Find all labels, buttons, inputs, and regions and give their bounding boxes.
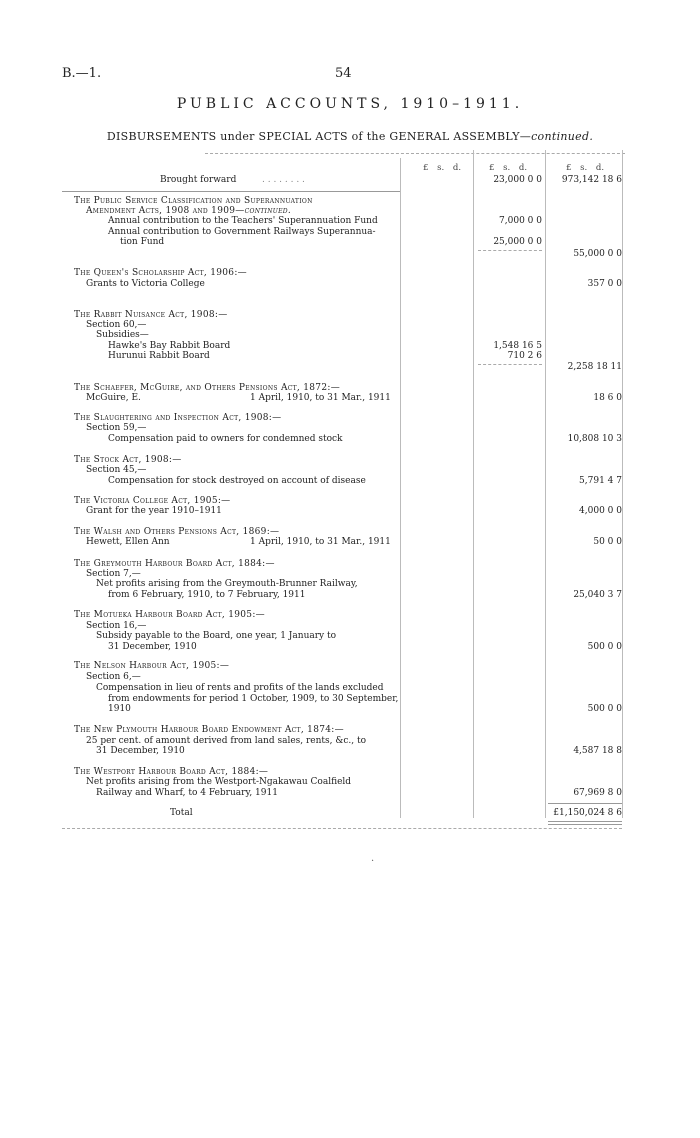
item-amount: 7,000 0 0	[499, 216, 542, 226]
column-divider	[622, 150, 623, 818]
item-text: 1910	[108, 704, 131, 714]
item-amount: 1,548 16 5	[493, 341, 542, 351]
item-period: 1 April, 1910, to 31 Mar., 1911	[250, 393, 391, 403]
column-header-3: £ s. d.	[566, 163, 605, 173]
item-text: 25 per cent. of amount derived from land sales, rents, &c., to	[86, 736, 367, 746]
grand-total: £1,150,024 8 6	[553, 808, 622, 818]
act-heading: The Schaefer, McGuire, and Others Pensions Act, 1872:—	[74, 383, 340, 393]
section-total: 2,258 18 11	[567, 362, 622, 372]
item-text: Section 59,—	[86, 423, 147, 433]
brought-forward-label: Brought forward	[160, 175, 237, 185]
item-text: Annual contribution to the Teachers' Superannuation Fund	[108, 216, 378, 226]
act-heading: The Stock Act, 1908:—	[74, 455, 182, 465]
subtotal-rule	[478, 364, 542, 365]
item-amount: 5,791 4 7	[579, 476, 622, 486]
item-text: 31 December, 1910	[108, 642, 197, 652]
total-double-rule	[548, 821, 622, 822]
column-divider	[473, 150, 474, 818]
column-divider	[400, 158, 401, 818]
act-heading: The Westport Harbour Board Act, 1884:—	[74, 767, 269, 777]
scan-speck: ·	[371, 856, 375, 867]
item-amount: 357 0 0	[587, 279, 622, 289]
item-text: Compensation for stock destroyed on account of disease	[108, 476, 366, 486]
item-text: Compensation paid to owners for condemned stock	[108, 434, 343, 444]
act-heading: The Slaughtering and Inspection Act, 1908:—	[74, 413, 282, 423]
item-amount: 710 2 6	[507, 351, 542, 361]
item-amount: 25,000 0 0	[493, 237, 542, 247]
item-text: Section 60,—	[86, 320, 147, 330]
section-total: 55,000 0 0	[573, 249, 622, 259]
column-header-2: £ s. d.	[489, 163, 528, 173]
item-text: from 6 February, 1910, to 7 February, 1911	[108, 590, 306, 600]
row-rule	[62, 191, 400, 192]
item-text: Annual contribution to Government Railways Superannua-	[108, 227, 376, 237]
item-amount: 4,587 18 8	[573, 746, 622, 756]
item-text: Subsidies—	[96, 330, 149, 340]
item-text: Grant for the year 1910–1911	[86, 506, 222, 516]
total-label: Total	[170, 808, 193, 818]
brought-forward-col2: 23,000 0 0	[493, 175, 542, 185]
item-text: from endowments for period 1 October, 1909, to 30 September,	[108, 694, 399, 704]
total-rule	[548, 803, 622, 804]
act-heading: The Victoria College Act, 1905:—	[74, 496, 231, 506]
act-heading: The Walsh and Others Pensions Act, 1869:—	[74, 527, 280, 537]
item-amount: 10,808 10 3	[567, 434, 622, 444]
subtitle-main: DISBURSEMENTS under SPECIAL ACTS of the GENERAL ASSEMBLY—	[106, 130, 532, 143]
item-text: Hewett, Ellen Ann	[86, 537, 170, 547]
column-header-1: £ s. d.	[423, 163, 462, 173]
bottom-rule	[62, 828, 622, 829]
page-title: PUBLIC ACCOUNTS, 1910–1911.	[176, 96, 524, 112]
item-amount: 67,969 8 0	[573, 788, 622, 798]
item-amount: 4,000 0 0	[579, 506, 622, 516]
act-heading: The Queen's Scholarship Act, 1906:—	[74, 268, 247, 278]
item-text: Compensation in lieu of rents and profits of the lands excluded	[96, 683, 384, 693]
item-text: Section 16,—	[86, 621, 147, 631]
page-number: 54	[335, 66, 352, 81]
total-double-rule	[548, 824, 622, 825]
act-heading: The Greymouth Harbour Board Act, 1884:—	[74, 559, 275, 569]
leader-dots: . . . . . . . .	[262, 175, 305, 185]
item-text: Hurunui Rabbit Board	[108, 351, 210, 361]
act-heading: The Rabbit Nuisance Act, 1908:—	[74, 310, 228, 320]
item-amount: 25,040 3 7	[573, 590, 622, 600]
item-text: Section 6,—	[86, 672, 141, 682]
item-text: McGuire, E.	[86, 393, 141, 403]
act-heading: The Motueka Harbour Board Act, 1905:—	[74, 610, 265, 620]
table-subtitle	[0, 130, 700, 143]
item-text: 31 December, 1910	[96, 746, 185, 756]
top-rule	[205, 153, 625, 154]
item-text: Section 7,—	[86, 569, 141, 579]
item-text: Section 45,—	[86, 465, 147, 475]
item-text: Railway and Wharf, to 4 February, 1911	[96, 788, 278, 798]
column-divider	[545, 150, 546, 818]
subtitle-continued: continued.	[531, 130, 594, 143]
brought-forward-col3: 973,142 18 6	[561, 175, 622, 185]
item-amount: 50 0 0	[593, 537, 622, 547]
item-text: Net profits arising from the Greymouth-Brunner Railway,	[96, 579, 358, 589]
item-text: Subsidy payable to the Board, one year, 1 January to	[96, 631, 337, 641]
act-heading-part: Amendment Acts, 1908 and 1909—	[86, 206, 245, 216]
item-text: Hawke's Bay Rabbit Board	[108, 341, 231, 351]
item-text: Net profits arising from the Westport-Ngakawau Coalfield	[86, 777, 352, 787]
item-amount: 18 6 0	[593, 393, 622, 403]
item-text: Grants to Victoria College	[86, 279, 205, 289]
item-amount: 500 0 0	[587, 642, 622, 652]
document-reference: B.—1.	[62, 66, 102, 81]
item-amount: 500 0 0	[587, 704, 622, 714]
item-period: 1 April, 1910, to 31 Mar., 1911	[250, 537, 391, 547]
subtotal-rule	[478, 250, 542, 251]
act-heading: The Public Service Classification and Superannuation	[74, 196, 313, 206]
item-text: tion Fund	[120, 237, 165, 247]
act-heading: The New Plymouth Harbour Board Endowment Act, 1874:—	[74, 725, 344, 735]
act-heading: The Nelson Harbour Act, 1905:—	[74, 661, 230, 671]
continued-note: continued.	[244, 206, 292, 216]
